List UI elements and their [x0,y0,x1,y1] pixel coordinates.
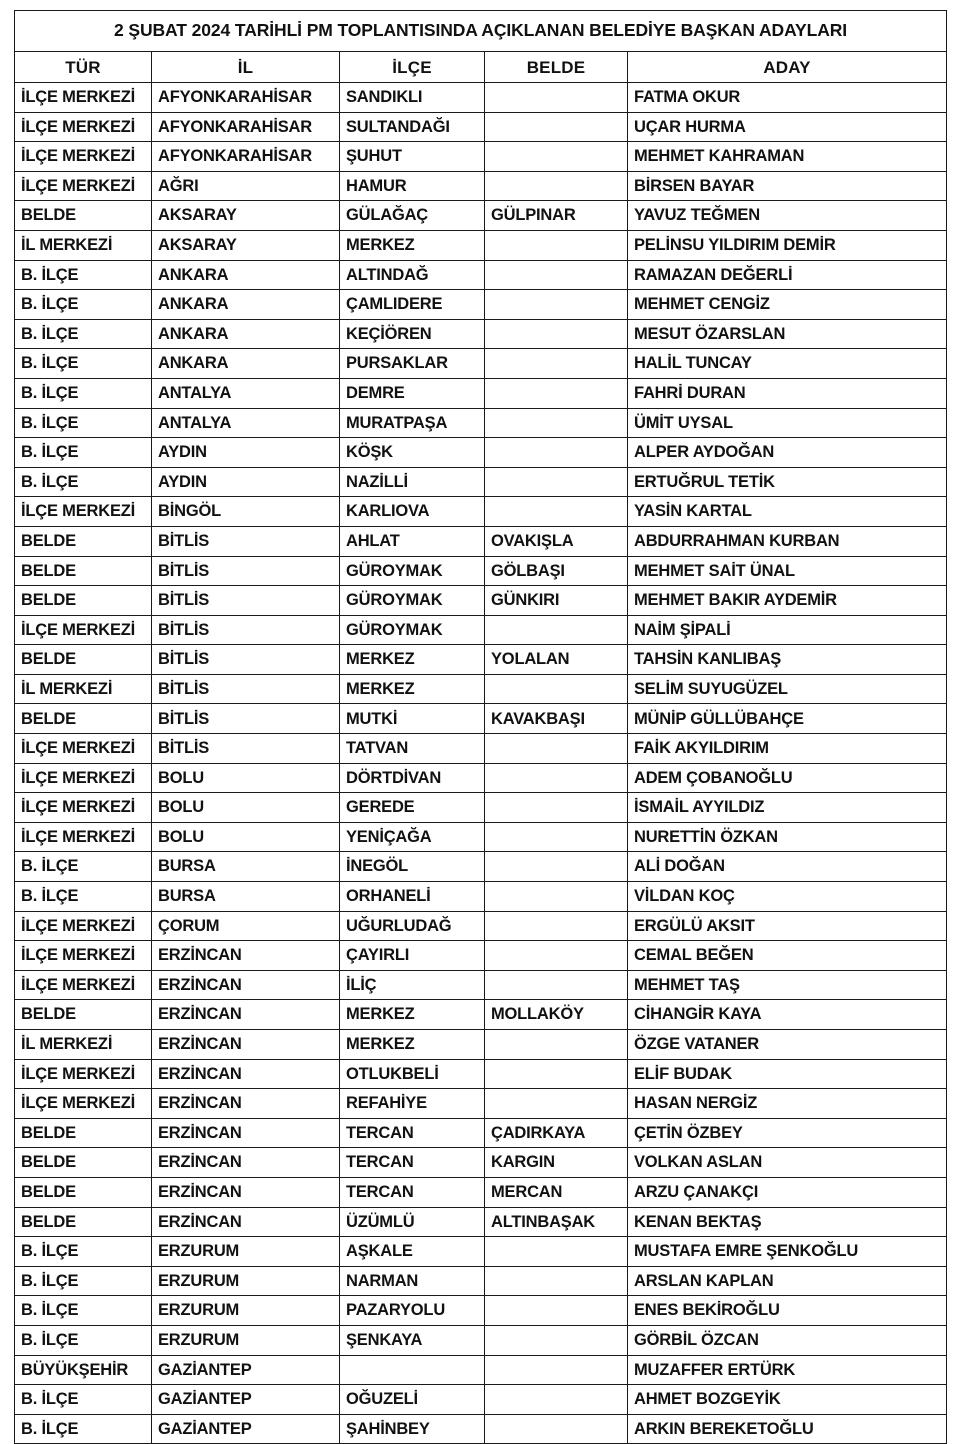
cell-tur: B. İLÇE [15,1325,152,1355]
cell-il: AYDIN [152,438,340,468]
table-row [15,1030,947,1060]
table-row [15,142,947,172]
column-header-il: İL [152,52,340,83]
cell-il: ERZİNCAN [152,1207,340,1237]
cell-aday: NAİM ŞİPALİ [628,615,947,645]
table-row [15,586,947,616]
cell-ilce: OĞUZELİ [340,1385,485,1415]
cell-belde [485,1296,628,1326]
cell-belde [485,1030,628,1060]
cell-il: AKSARAY [152,201,340,231]
table-header-row [15,52,947,83]
cell-tur: İL MERKEZİ [15,230,152,260]
cell-belde [485,763,628,793]
cell-ilce: GÜROYMAK [340,556,485,586]
cell-tur: BELDE [15,556,152,586]
cell-tur: B. İLÇE [15,408,152,438]
cell-belde [485,1355,628,1385]
cell-aday: ABDURRAHMAN KURBAN [628,526,947,556]
cell-aday: MEHMET TAŞ [628,970,947,1000]
cell-il: ANKARA [152,319,340,349]
cell-il: GAZİANTEP [152,1385,340,1415]
cell-aday: NURETTİN ÖZKAN [628,822,947,852]
table-row [15,1207,947,1237]
cell-belde [485,734,628,764]
table-row [15,1148,947,1178]
cell-belde: YOLALAN [485,645,628,675]
cell-aday: ALPER AYDOĞAN [628,438,947,468]
cell-ilce: TERCAN [340,1177,485,1207]
cell-ilce: SULTANDAĞI [340,112,485,142]
table-row [15,319,947,349]
cell-belde [485,852,628,882]
cell-il: AYDIN [152,467,340,497]
cell-aday: ARSLAN KAPLAN [628,1266,947,1296]
cell-belde [485,1266,628,1296]
cell-ilce: İLİÇ [340,970,485,1000]
cell-il: BOLU [152,793,340,823]
cell-il: ERZİNCAN [152,970,340,1000]
cell-il: ANKARA [152,349,340,379]
cell-il: ERZURUM [152,1296,340,1326]
cell-tur: BELDE [15,526,152,556]
cell-il: BİTLİS [152,556,340,586]
cell-tur: B. İLÇE [15,1237,152,1267]
cell-tur: B. İLÇE [15,260,152,290]
cell-ilce: TERCAN [340,1118,485,1148]
cell-tur: B. İLÇE [15,852,152,882]
cell-il: GAZİANTEP [152,1355,340,1385]
table-row [15,615,947,645]
cell-ilce: AHLAT [340,526,485,556]
cell-ilce: YENİÇAĞA [340,822,485,852]
table-row [15,763,947,793]
cell-aday: MEHMET CENGİZ [628,290,947,320]
cell-ilce: MUTKİ [340,704,485,734]
cell-il: BİTLİS [152,526,340,556]
cell-belde [485,349,628,379]
cell-ilce: MERKEZ [340,1030,485,1060]
table-row [15,1177,947,1207]
table-row [15,941,947,971]
cell-tur: B. İLÇE [15,438,152,468]
cell-il: ERZİNCAN [152,1030,340,1060]
table-row [15,230,947,260]
cell-tur: İLÇE MERKEZİ [15,734,152,764]
cell-tur: İLÇE MERKEZİ [15,793,152,823]
cell-belde [485,793,628,823]
cell-il: ERZİNCAN [152,1000,340,1030]
cell-ilce: GEREDE [340,793,485,823]
cell-il: ERZİNCAN [152,1148,340,1178]
cell-belde [485,467,628,497]
cell-aday: ÖZGE VATANER [628,1030,947,1060]
cell-belde [485,378,628,408]
cell-aday: MESUT ÖZARSLAN [628,319,947,349]
cell-tur: İLÇE MERKEZİ [15,941,152,971]
table-row [15,704,947,734]
cell-belde: ALTINBAŞAK [485,1207,628,1237]
cell-belde [485,260,628,290]
cell-tur: BELDE [15,1177,152,1207]
column-header-ilce: İLÇE [340,52,485,83]
cell-tur: B. İLÇE [15,1296,152,1326]
cell-il: BOLU [152,763,340,793]
cell-belde [485,615,628,645]
cell-belde [485,230,628,260]
cell-aday: YAVUZ TEĞMEN [628,201,947,231]
table-row [15,1118,947,1148]
candidates-table [14,10,947,1444]
table-row [15,290,947,320]
cell-aday: ERGÜLÜ AKSIT [628,911,947,941]
cell-tur: İLÇE MERKEZİ [15,142,152,172]
column-header-aday: ADAY [628,52,947,83]
table-row [15,171,947,201]
cell-aday: ARZU ÇANAKÇI [628,1177,947,1207]
table-row [15,911,947,941]
cell-ilce: MURATPAŞA [340,408,485,438]
cell-belde [485,438,628,468]
cell-tur: B. İLÇE [15,1266,152,1296]
cell-aday: MUZAFFER ERTÜRK [628,1355,947,1385]
cell-belde: GÜNKIRI [485,586,628,616]
cell-il: AĞRI [152,171,340,201]
cell-aday: BİRSEN BAYAR [628,171,947,201]
cell-aday: İSMAİL AYYILDIZ [628,793,947,823]
cell-aday: AHMET BOZGEYİK [628,1385,947,1415]
cell-ilce: ÇAMLIDERE [340,290,485,320]
cell-ilce: SANDIKLI [340,83,485,113]
cell-ilce [340,1355,485,1385]
cell-belde: GÜLPINAR [485,201,628,231]
cell-belde [485,970,628,1000]
cell-ilce: ŞUHUT [340,142,485,172]
table-row [15,1089,947,1119]
cell-aday: ADEM ÇOBANOĞLU [628,763,947,793]
cell-belde [485,112,628,142]
cell-tur: İLÇE MERKEZİ [15,171,152,201]
table-row [15,822,947,852]
cell-il: ERZİNCAN [152,1089,340,1119]
cell-il: AFYONKARAHİSAR [152,142,340,172]
cell-aday: KENAN BEKTAŞ [628,1207,947,1237]
cell-ilce: AŞKALE [340,1237,485,1267]
table-row [15,645,947,675]
cell-tur: B. İLÇE [15,378,152,408]
table-row [15,112,947,142]
cell-belde [485,171,628,201]
cell-tur: BELDE [15,1000,152,1030]
cell-tur: İLÇE MERKEZİ [15,497,152,527]
cell-belde [485,142,628,172]
cell-belde [485,1089,628,1119]
cell-il: AFYONKARAHİSAR [152,112,340,142]
column-header-tur: TÜR [15,52,152,83]
cell-ilce: NAZİLLİ [340,467,485,497]
table-row [15,556,947,586]
cell-tur: B. İLÇE [15,1385,152,1415]
table-row [15,1000,947,1030]
table-row [15,852,947,882]
cell-tur: İLÇE MERKEZİ [15,763,152,793]
document-title: 2 ŞUBAT 2024 TARİHLİ PM TOPLANTISINDA AÇIKLANAN BELEDİYE BAŞKAN ADAYLARI [15,11,947,52]
cell-tur: BELDE [15,201,152,231]
cell-il: ANTALYA [152,378,340,408]
cell-belde: KARGIN [485,1148,628,1178]
cell-ilce: KARLIOVA [340,497,485,527]
cell-aday: HALİL TUNCAY [628,349,947,379]
cell-aday: TAHSİN KANLIBAŞ [628,645,947,675]
table-row [15,497,947,527]
cell-belde [485,1414,628,1444]
cell-tur: BELDE [15,704,152,734]
cell-il: BİTLİS [152,704,340,734]
cell-belde [485,1237,628,1267]
cell-il: GAZİANTEP [152,1414,340,1444]
cell-il: BOLU [152,822,340,852]
cell-aday: MUSTAFA EMRE ŞENKOĞLU [628,1237,947,1267]
cell-ilce: NARMAN [340,1266,485,1296]
cell-il: ERZİNCAN [152,941,340,971]
table-row [15,970,947,1000]
cell-belde [485,408,628,438]
cell-ilce: OTLUKBELİ [340,1059,485,1089]
cell-il: ERZİNCAN [152,1177,340,1207]
table-row [15,674,947,704]
cell-il: ERZURUM [152,1237,340,1267]
cell-tur: İLÇE MERKEZİ [15,615,152,645]
table-row [15,1266,947,1296]
cell-tur: BÜYÜKŞEHİR [15,1355,152,1385]
cell-il: BURSA [152,882,340,912]
cell-tur: İLÇE MERKEZİ [15,83,152,113]
cell-belde [485,1059,628,1089]
cell-belde [485,497,628,527]
cell-belde: MERCAN [485,1177,628,1207]
cell-tur: B. İLÇE [15,1414,152,1444]
cell-ilce: KEÇİÖREN [340,319,485,349]
table-row [15,201,947,231]
cell-belde: ÇADIRKAYA [485,1118,628,1148]
table-row [15,1325,947,1355]
cell-ilce: GÜLAĞAÇ [340,201,485,231]
table-row [15,1237,947,1267]
cell-tur: BELDE [15,586,152,616]
cell-il: AKSARAY [152,230,340,260]
cell-tur: BELDE [15,1118,152,1148]
cell-aday: ELİF BUDAK [628,1059,947,1089]
table-row [15,349,947,379]
cell-tur: B. İLÇE [15,467,152,497]
cell-ilce: PAZARYOLU [340,1296,485,1326]
cell-il: BİTLİS [152,586,340,616]
cell-aday: MEHMET BAKIR AYDEMİR [628,586,947,616]
cell-il: AFYONKARAHİSAR [152,83,340,113]
cell-aday: ÜMİT UYSAL [628,408,947,438]
cell-tur: İL MERKEZİ [15,674,152,704]
cell-ilce: İNEGÖL [340,852,485,882]
cell-il: BİNGÖL [152,497,340,527]
cell-aday: FATMA OKUR [628,83,947,113]
cell-il: ERZİNCAN [152,1118,340,1148]
cell-ilce: TERCAN [340,1148,485,1178]
cell-tur: İLÇE MERKEZİ [15,970,152,1000]
cell-il: BİTLİS [152,615,340,645]
cell-il: BİTLİS [152,645,340,675]
cell-belde [485,882,628,912]
cell-belde: MOLLAKÖY [485,1000,628,1030]
column-header-belde: BELDE [485,52,628,83]
cell-tur: İLÇE MERKEZİ [15,822,152,852]
cell-tur: İLÇE MERKEZİ [15,112,152,142]
cell-aday: GÖRBİL ÖZCAN [628,1325,947,1355]
cell-il: BİTLİS [152,674,340,704]
cell-tur: BELDE [15,1148,152,1178]
cell-belde [485,1325,628,1355]
table-row [15,1059,947,1089]
cell-tur: İLÇE MERKEZİ [15,911,152,941]
cell-il: ERZURUM [152,1266,340,1296]
table-row [15,1296,947,1326]
cell-aday: ERTUĞRUL TETİK [628,467,947,497]
cell-ilce: REFAHİYE [340,1089,485,1119]
cell-ilce: HAMUR [340,171,485,201]
table-row [15,1355,947,1385]
cell-il: ANKARA [152,290,340,320]
cell-il: ERZURUM [152,1325,340,1355]
cell-tur: İLÇE MERKEZİ [15,1089,152,1119]
table-row [15,1385,947,1415]
table-row [15,467,947,497]
cell-tur: İL MERKEZİ [15,1030,152,1060]
cell-ilce: ORHANELİ [340,882,485,912]
cell-tur: B. İLÇE [15,882,152,912]
cell-il: ERZİNCAN [152,1059,340,1089]
cell-aday: CİHANGİR KAYA [628,1000,947,1030]
cell-aday: FAİK AKYILDIRIM [628,734,947,764]
cell-aday: ÇETİN ÖZBEY [628,1118,947,1148]
cell-aday: ENES BEKİROĞLU [628,1296,947,1326]
cell-belde: KAVAKBAŞI [485,704,628,734]
cell-belde [485,941,628,971]
cell-aday: MÜNİP GÜLLÜBAHÇE [628,704,947,734]
cell-belde [485,674,628,704]
cell-belde [485,911,628,941]
table-row [15,734,947,764]
cell-belde [485,1385,628,1415]
table-row [15,526,947,556]
cell-tur: B. İLÇE [15,349,152,379]
cell-aday: UÇAR HURMA [628,112,947,142]
cell-il: ANTALYA [152,408,340,438]
cell-il: BURSA [152,852,340,882]
cell-ilce: MERKEZ [340,1000,485,1030]
cell-ilce: MERKEZ [340,645,485,675]
cell-ilce: ÇAYIRLI [340,941,485,971]
cell-ilce: UĞURLUDAĞ [340,911,485,941]
cell-belde: GÖLBAŞI [485,556,628,586]
cell-tur: B. İLÇE [15,319,152,349]
cell-ilce: GÜROYMAK [340,586,485,616]
cell-ilce: ŞENKAYA [340,1325,485,1355]
cell-tur: B. İLÇE [15,290,152,320]
cell-belde [485,822,628,852]
table-row [15,83,947,113]
cell-belde [485,83,628,113]
cell-ilce: ŞAHİNBEY [340,1414,485,1444]
cell-aday: ALİ DOĞAN [628,852,947,882]
table-row [15,438,947,468]
cell-aday: MEHMET KAHRAMAN [628,142,947,172]
table-row [15,408,947,438]
cell-il: ANKARA [152,260,340,290]
cell-ilce: KÖŞK [340,438,485,468]
cell-il: BİTLİS [152,734,340,764]
cell-il: ÇORUM [152,911,340,941]
cell-ilce: GÜROYMAK [340,615,485,645]
cell-ilce: MERKEZ [340,230,485,260]
cell-tur: İLÇE MERKEZİ [15,1059,152,1089]
cell-ilce: PURSAKLAR [340,349,485,379]
cell-ilce: ALTINDAĞ [340,260,485,290]
cell-belde [485,290,628,320]
table-row [15,882,947,912]
cell-aday: CEMAL BEĞEN [628,941,947,971]
cell-ilce: ÜZÜMLÜ [340,1207,485,1237]
cell-ilce: DEMRE [340,378,485,408]
table-row [15,1414,947,1444]
cell-aday: VOLKAN ASLAN [628,1148,947,1178]
cell-tur: BELDE [15,1207,152,1237]
table-row [15,378,947,408]
cell-ilce: TATVAN [340,734,485,764]
cell-aday: SELİM SUYUGÜZEL [628,674,947,704]
cell-belde: OVAKIŞLA [485,526,628,556]
table-row [15,793,947,823]
cell-aday: MEHMET SAİT ÜNAL [628,556,947,586]
table-title-row [15,11,947,52]
cell-aday: PELİNSU YILDIRIM DEMİR [628,230,947,260]
cell-aday: ARKIN BEREKETOĞLU [628,1414,947,1444]
cell-ilce: MERKEZ [340,674,485,704]
cell-belde [485,319,628,349]
table-row [15,260,947,290]
cell-aday: VİLDAN KOÇ [628,882,947,912]
cell-aday: YASİN KARTAL [628,497,947,527]
cell-aday: FAHRİ DURAN [628,378,947,408]
cell-aday: HASAN NERGİZ [628,1089,947,1119]
cell-tur: BELDE [15,645,152,675]
cell-ilce: DÖRTDİVAN [340,763,485,793]
cell-aday: RAMAZAN DEĞERLİ [628,260,947,290]
